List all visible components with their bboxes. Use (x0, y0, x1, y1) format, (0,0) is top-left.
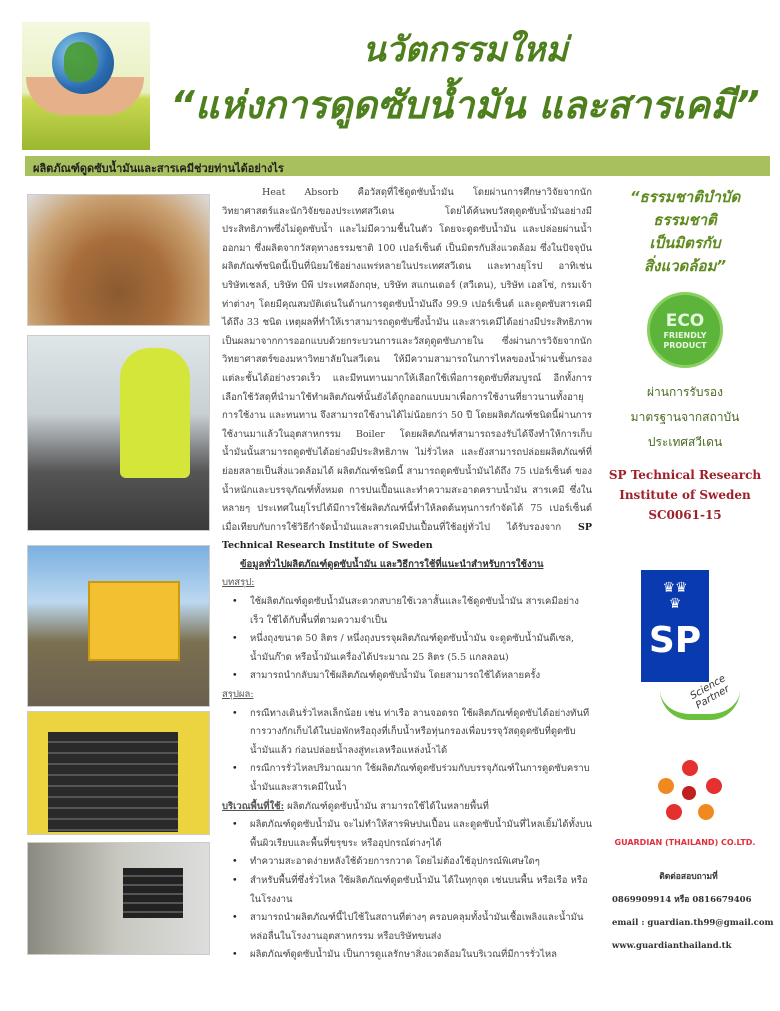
company-name: GUARDIAN (THAILAND) CO.LTD. (614, 838, 756, 847)
slogan-line: สิ่งแวดล้อม” (643, 257, 727, 275)
list-item: • ผลิตภัณฑ์ดูดซับน้ำมัน เป็นการดูแลรักษาสิ่งแวดล้อมในบริเวณที่มีการรั่วไหล (250, 946, 592, 965)
photo-filter-tank (27, 711, 210, 835)
globe-icon (52, 32, 114, 94)
institute-line: SP Technical Research (608, 468, 762, 482)
guardian-logo-icon (650, 760, 730, 830)
slogan-line: ธรรมชาติ (653, 211, 717, 229)
list-item: • ทำความสะอาดง่ายหลังใช้ด้วยการกวาด โดยไม่ต้องใช้อุปกรณ์พิเศษใดๆ (250, 853, 592, 872)
list-item: • สามารถนำกลับมาใช้ผลิตภัณฑ์ดูดซับน้ำมัน โดยสามารถใช้ได้หลายครั้ง (250, 667, 592, 686)
tank (48, 732, 178, 832)
title-line-1: นวัตกรรมใหม่ (362, 30, 568, 70)
contact-info (612, 866, 777, 958)
contact-heading: ติดต่อสอบถามที่ (659, 872, 718, 882)
hero-image-globe-in-hands (22, 22, 150, 150)
institute-name (595, 465, 775, 525)
sp-logo-text: SP (648, 620, 702, 661)
cert-line: มาตรฐานจากสถาบัน (630, 410, 740, 424)
group3-text: ผลิตภัณฑ์ดูดซับน้ำมัน สามารถใช้ได้ในหลายพื้นที่ (287, 800, 489, 812)
list-item: • กรณีทางเดินรั่วไหลเล็กน้อย เช่น ท่าเรือ ลานจอดรถ ใช้ผลิตภัณฑ์ดูดซับได้อย่างทันที การวางกักเก็บได้ในบ่อพักหรือถุงที่เก็บน้ำหรือทุ่นกรองเพื่อบรรจุวัสดุดูดซับที่ดูดซับน้ำมันแล้ว ก่อนปล่อยน้ำลงสู่ทะเลหรือแหล่งน้ำได้ (250, 705, 592, 761)
list-item: • ใช้ผลิตภัณฑ์ดูดซับน้ำมันสะดวกสบายใช้เวลาสั้นและใช้ดูดซับน้ำมัน สารเคมีอย่างเร็ว ใช้ได้กับพื้นที่ตามความจำเป็น (250, 593, 592, 630)
container-box (88, 581, 180, 661)
list-item: • สามารถนำผลิตภัณฑ์นี้ไปใช้ในสถานที่ต่างๆ ครอบคลุมทั้งน้ำมันเชื้อเพลิงและน้ำมันหล่อลื่นในโรงงานอุตสาหกรรม หรือบริษัทขนส่ง (250, 909, 592, 946)
partner-logo-text: Science Partner (688, 673, 732, 712)
eco-friendly-badge-icon: ECO FRIENDLY PRODUCT (647, 292, 723, 368)
group3-label: บริเวณพื้นที่ใช้: (222, 800, 285, 812)
photo-container-unit (27, 545, 210, 707)
intro-text: Heat Absorb คือวัสดุที่ใช้ดูดซับน้ำมัน โดยผ่านการศึกษาวิจัยจากนักวิทยาศาสตร์และนักวิจัยของประเทศสวีเดน โดยได้ค้นพบวัสดุดูดซับน้ำมันอย่างมีประสิทธิภาพซึ่งไม่ดูดซับน้ำ และไม่มีความชื้นในตัว โดยจะดูดซับน้ำมัน และปล่อยผ่านน้ำออกมา ซึ่งผลิตจากวัสดุทางธรรมชาติ 100 เปอร์เซ็นต์ เป็นมิตรกับสิ่งแวดล้อม ซึ่งในปัจจุบันผลิตภัณฑ์ชนิดนี้เป็นที่นิยมใช้อย่างแพร่หลายในประเทศสวีเดน และทางยุโรป อาทิเช่น บริษัทเชลล์, บริษัท บีพี ประเทศอังกฤษ, บริษัท สแกนเดอร์ (สวีเดน), บริษัท เอสโซ่, กรมเจ้าท่าต่างๆ โดยมีคุณสมบัติเด่นในด้านการดูดซับน้ำมันถึง 99.9 เปอร์เซ็นต์ และดูดซับสารเคมีได้ถึง 33 ชนิด เหตุผลที่ทำให้เราสามารถดูดซับซึ่งน้ำมัน และสารเคมีได้อย่างมีประสิทธิภาพเป็นผลมาจากการออกแบบด้วยกระบวนการและวัสดุดูดซับภายใน ซึ่งผ่านการวิจัยจากนักวิทยาศาสตร์ของมหาวิทยาลัยในสวีเดน ให้มีความสามารถในการไหลของน้ำผ่านชั้นกรองแต่ละชั้นได้อย่างรวดเร็ว และมีทนทานมากให้เลือกใช้เพื่อการดูดซับที่สมบูรณ์ อีกทั้งการเลือกใช้วัสดุที่นำมาใช้ทำผลิตภัณฑ์นั้นยังได้ถูกออกแบบมาเพื่อการใช้งานที่ยาวนานทั้งอายุการใช้งาน และทนทาน จึงสามารถใช้งานได้ไม่น้อยกว่า 50 ปี โดยผลิตภัณฑ์ชนิดนี้ผ่านการใช้งานมาแล้วในอุตสาหกรรม Boiler โดยผลิตภัณฑ์สามารถรองรับได้จึงทำให้การเก็บน้ำมันนั้นสามารถดูดซับได้อย่างมีประสิทธิภาพ ไม่รั่วไหล และยังสามารถปล่อยผลิตภัณฑ์ที่ย่อยสลายเป็นสิ่งแวดล้อมได้ ผลิตภัณฑ์ชนิดนี้ สามารถดูดซับน้ำมันได้ถึง 75 เปอร์เซ็นต์ ของน้ำหนักและบรรจุภัณฑ์ทั้งหมด การปนเปื้อนและทำความสะอาดคราบน้ำมัน สารเคมี ซึ่งในหลายๆ ประเทศในยุโรปได้มีการใช้ผลิตภัณฑ์นี้ทำให้ลดต้นทุนการกำจัดได้ 75 เปอร์เซ็นต์ เมื่อเทียบกับการใช้วิธีกำจัดน้ำมันและสารเคมีปนเปื้อนที่ใช้อยู่ทั่วไป ได้รับรองจาก (222, 187, 592, 533)
photo-worker-applying-absorbent (27, 335, 210, 531)
cert-line: ผ่านการรับรอง (647, 385, 723, 399)
group2-label: สรุปผล: (222, 689, 254, 701)
intro-paragraph (222, 184, 592, 556)
email-address[interactable]: email : guardian.th99@gmail.com (612, 918, 774, 928)
worker-figure (120, 348, 190, 478)
science-partner-logo (660, 660, 750, 720)
slogan (595, 186, 775, 278)
website-link[interactable]: www.guardianthailand.tk (612, 941, 732, 951)
tank (123, 868, 183, 918)
section-heading-bar: ผลิตภัณฑ์ดูดซับน้ำมันและสารเคมีช่วยท่านได้อย่างไร (25, 156, 770, 176)
list-item: • หนึ่งถุงขนาด 50 ลิตร / หนึ่งถุงบรรจุผลิตภัณฑ์ดูดซับน้ำมัน จะดูดซับน้ำมันดีเซล, น้ำมันก๊าด หรือน้ำมันเครื่องได้ประมาณ 25 ลิตร (5.5 แกลลอน) (250, 630, 592, 667)
subheading: ข้อมูลทั่วไปผลิตภัณฑ์ดูดซับน้ำมัน และวิธีการใช้ที่แนะนำสำหรับการใช้งาน (240, 558, 544, 570)
phone-numbers: 0869909914 หรือ 0816679406 (612, 895, 752, 905)
sidebar (595, 186, 775, 525)
institute-line: Institute of Sweden (619, 488, 751, 502)
title-line-2: “แห่งการดูดซับน้ำมัน และสารเคมี” (170, 83, 760, 127)
cert-line: ประเทศสวีเดน (647, 435, 723, 449)
list-item: • ผลิตภัณฑ์ดูดซับน้ำมัน จะไม่ทำให้สารพิษปนเปื้อน และดูดซับน้ำมันที่ไหลเยิ้มได้ทั้งบนพื้นผิวเรียบและพื้นที่ขรุขระ หรืออุปกรณ์ต่างๆได้ (250, 816, 592, 853)
certification-text (595, 380, 775, 455)
list-item: • สำหรับพื้นที่ซึ่งรั่วไหล ใช้ผลิตภัณฑ์ดูดซับน้ำมัน ได้ในทุกจุด เช่นบนพื้น หรือเรือ หรือในโรงงาน (250, 872, 592, 909)
group1-label: บทสรุป: (222, 577, 255, 589)
list-item: • กรณีการรั่วไหลปริมาณมาก ใช้ผลิตภัณฑ์ดูดซับร่วมกับบรรจุภัณฑ์ในการดูดซับคราบน้ำมันและสารเคมีในน้ำ (250, 760, 592, 797)
slogan-line: “ธรรมชาติบำบัด (629, 188, 741, 206)
slogan-line: เป็นมิตรกับ (649, 234, 721, 252)
three-crowns-icon: ♛♛ ♛ (662, 580, 688, 612)
photo-absorbent-material (27, 194, 210, 326)
certifier-name: SP Technical Research Institute of Sweden (222, 521, 592, 552)
photo-installation (27, 842, 210, 955)
body-text (222, 184, 592, 965)
certificate-number: SC0061-15 (648, 508, 722, 522)
